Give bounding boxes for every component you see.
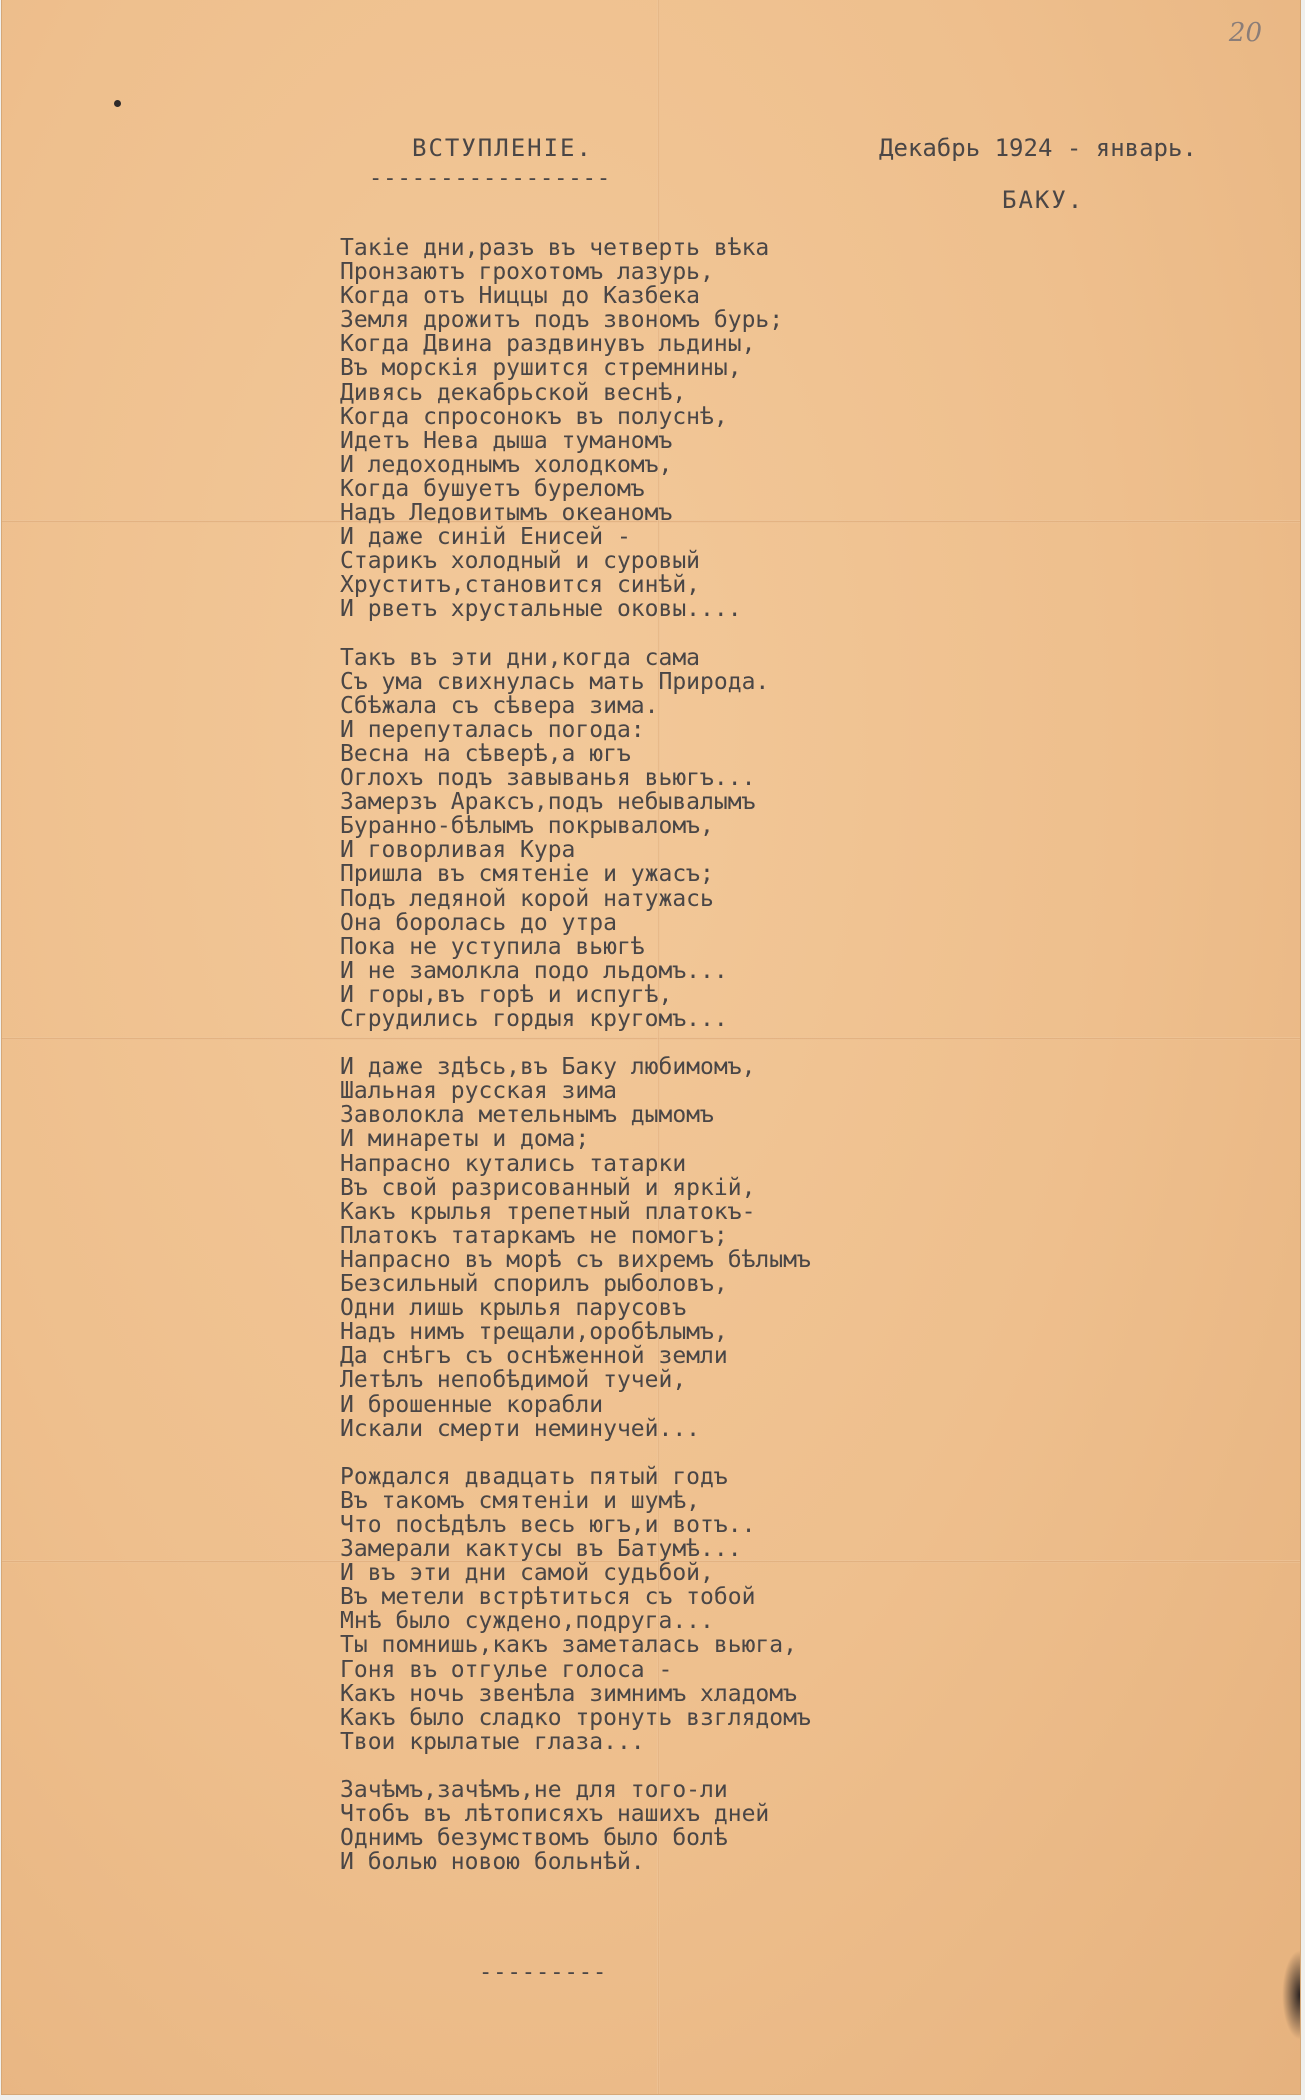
place-line: БАКУ. (1002, 186, 1085, 214)
poem-line: И ледоходнымъ холодкомъ, (340, 451, 673, 478)
poem-line: Однимъ безумствомъ было болѣ (340, 1825, 728, 1852)
poem-line: Подъ ледяной корой натужась (340, 885, 714, 912)
stanza (340, 1778, 811, 1874)
poem-line: Хруститъ,становится синѣй, (340, 572, 701, 599)
poem-line: И говорливая Кура (340, 837, 576, 864)
poem-line: И перепуталась погода: (340, 716, 645, 743)
poem-line: Буранно-бѣлымъ покрываломъ, (340, 813, 714, 840)
poem-line: Надъ нимъ трещали,оробѣлымъ, (340, 1319, 728, 1346)
poem-line: Замерали кактусы въ Батумѣ... (340, 1536, 742, 1563)
poem-line: Съ ума свихнулась мать Природа. (340, 668, 770, 695)
poem-line: Летѣлъ непобѣдимой тучей, (340, 1367, 687, 1394)
poem-line: Что посѣдѣлъ весь югъ,и вотъ.. (340, 1511, 756, 1538)
poem-line: Оглохъ подъ завыванья вьюгъ... (340, 765, 756, 792)
stanza (340, 1465, 811, 1754)
poem-line: Сгрудились гордыя кругомъ... (340, 1006, 728, 1032)
poem-body (340, 236, 811, 1898)
poem-line: Какъ было сладко тронуть взглядомъ (340, 1704, 811, 1731)
poem-line: И въ эти дни самой судьбой, (340, 1560, 714, 1587)
stanza (340, 236, 811, 622)
poem-line: Безсильный спорилъ рыболовъ, (340, 1271, 728, 1298)
poem-line: Твои крылатые глаза... (340, 1728, 645, 1755)
date-line: Декабрь 1924 - январь. (879, 134, 1197, 162)
poem-line: И минареты и дома; (340, 1126, 590, 1153)
poem-line: И рветъ хрустальные оковы.... (340, 596, 742, 623)
poem-line: Да снѣгъ съ оснѣженной земли (340, 1343, 728, 1370)
poem-line: Шальная русская зима (340, 1078, 617, 1105)
poem-line: Дивясь декабрьской веснѣ, (340, 379, 687, 406)
end-mark: --------- (479, 1960, 608, 1985)
poem-line: Одни лишь крылья парусовъ (340, 1295, 687, 1322)
page-number: 20 (1228, 18, 1262, 48)
poem-line: Напрасно въ морѣ съ вихремъ бѣлымъ (340, 1246, 811, 1273)
poem-line: Она боролась до утра (340, 909, 617, 936)
paper-sheet (2, 0, 1300, 2094)
poem-line: Зачѣмъ,зачѣмъ,не для того-ли (340, 1777, 728, 1803)
poem-line: Ты помнишь,какъ заметалась вьюга, (340, 1632, 797, 1659)
paper-edge-damage (1282, 1950, 1300, 2040)
poem-line: Гоня въ отгулье голоса - (340, 1656, 673, 1683)
poem-line: Въ метели встрѣтиться съ тобой (340, 1584, 756, 1611)
poem-line: Заволокла метельнымъ дымомъ (340, 1102, 714, 1129)
poem-line: Какъ крылья трепетный платокъ- (340, 1198, 756, 1225)
poem-line: Когда бушуетъ буреломъ (340, 475, 645, 502)
poem-line: Когда отъ Ниццы до Казбека (340, 283, 701, 310)
poem-line: Замерзъ Араксъ,подъ небывалымъ (340, 789, 756, 816)
ink-speck (114, 100, 121, 107)
poem-line: Надъ Ледовитымъ океаномъ (340, 500, 673, 527)
poem-line: Пришла въ смятенiе и ужасъ; (340, 861, 714, 888)
poem-line: И даже здѣсь,въ Баку любимомъ, (340, 1054, 756, 1081)
poem-line: Пронзаютъ грохотомъ лазурь, (340, 259, 714, 286)
poem-line: Въ свой разрисованный и яркiй, (340, 1174, 756, 1201)
poem-line: И горы,въ горѣ и испугѣ, (340, 981, 673, 1008)
poem-title: ВСТУПЛЕНIЕ. (412, 134, 593, 162)
title-underline: ----------------- (369, 166, 612, 191)
poem-line: Когда Двина раздвинувъ льдины, (340, 331, 756, 358)
poem-line: Въ такомъ смятенiи и шумѣ, (340, 1487, 701, 1514)
poem-line: Весна на сѣверѣ,а югъ (340, 740, 631, 767)
poem-line: Искали смерти неминучей... (340, 1415, 701, 1442)
stanza (340, 1055, 811, 1441)
poem-line: Чтобъ въ лѣтописяхъ нашихъ дней (340, 1801, 770, 1828)
poem-line: И даже синiй Енисей - (340, 524, 631, 551)
poem-line: Въ морскiя рушится стремнины, (340, 355, 742, 382)
stanza (340, 646, 811, 1032)
poem-line: Платокъ татаркамъ не помогъ; (340, 1222, 728, 1249)
poem-line: И не замолкла подо льдомъ... (340, 957, 728, 984)
poem-line: Какъ ночь звенѣла зимнимъ хладомъ (340, 1680, 797, 1707)
poem-line: Напрасно кутались татарки (340, 1150, 687, 1177)
poem-line: Мнѣ было суждено,подруга... (340, 1608, 714, 1635)
poem-line: И брошенные корабли (340, 1391, 604, 1418)
poem-line: Такъ въ эти дни,когда сама (340, 644, 701, 671)
poem-line: Старикъ холодный и суровый (340, 548, 701, 575)
poem-line: Такiе дни,разъ въ четверть вѣка (340, 235, 770, 261)
poem-line: Рождался двадцать пятый годъ (340, 1463, 728, 1490)
poem-line: Идетъ Нева дыша туманомъ (340, 427, 673, 454)
poem-line: Пока не уступила вьюгѣ (340, 933, 645, 960)
poem-line: Сбѣжала съ сѣвера зима. (340, 692, 659, 719)
poem-line: Когда спросонокъ въ полуснѣ, (340, 403, 728, 430)
poem-line: И болью новою больнѣй. (340, 1849, 645, 1876)
poem-line: Земля дрожитъ подъ звономъ бурь; (340, 307, 784, 334)
